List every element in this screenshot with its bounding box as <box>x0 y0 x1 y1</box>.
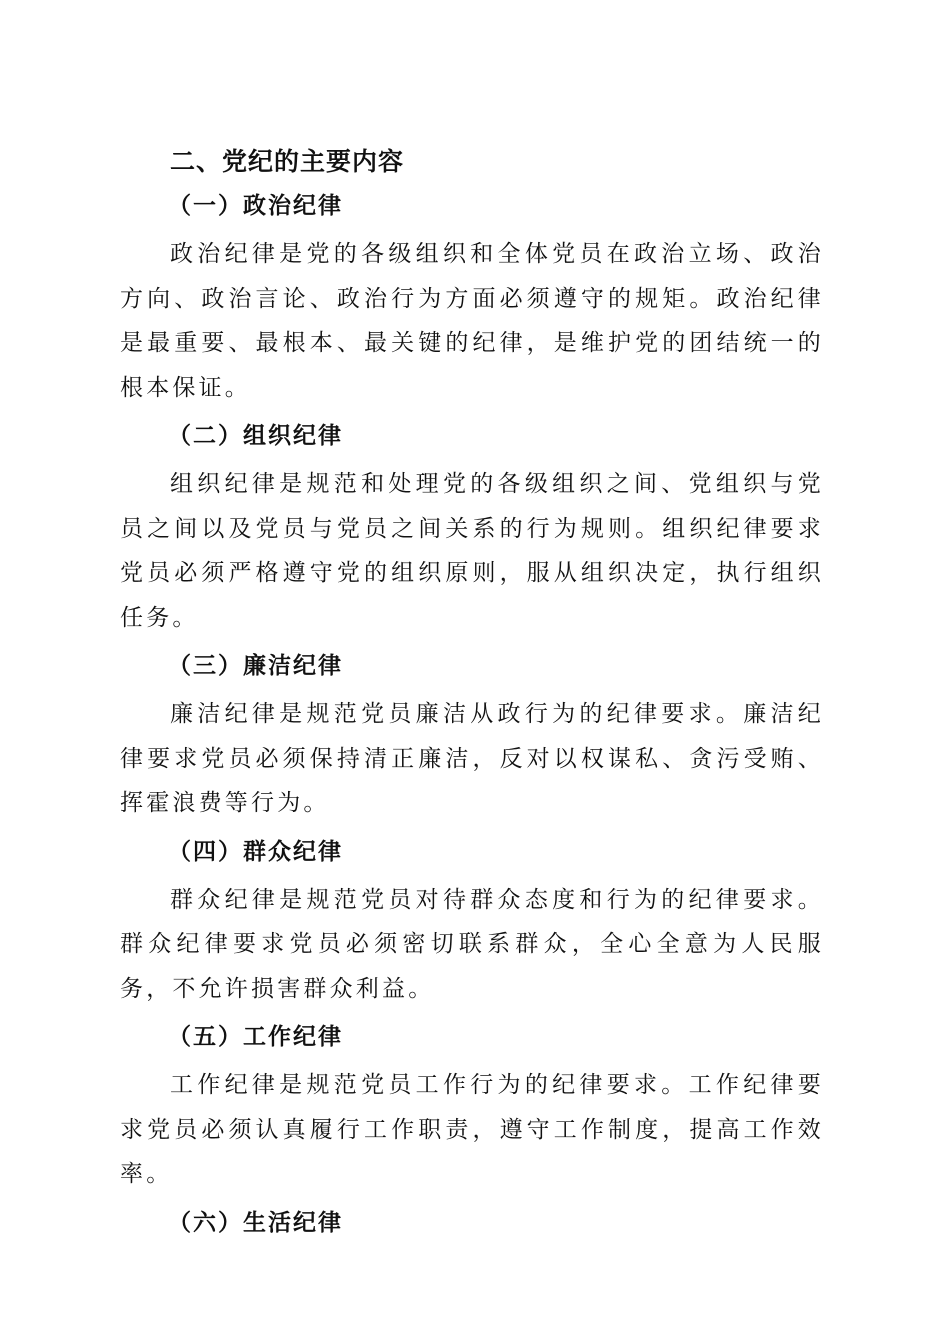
subsection-heading-life: （六）生活纪律 <box>168 1208 343 1236</box>
subsection-heading-political: （一）政治纪律 <box>168 192 343 219</box>
subsection-body-work: 工作纪律是规范党员工作行为的纪律要求。工作纪律要求党员必须认真履行工作职责，遵守工作制度，提高工作效率。 <box>120 1072 824 1187</box>
document-page <box>120 140 824 1249</box>
subsection-body-political: 政治纪律是党的各级组织和全体党员在政治立场、政治方向、政治言论、政治行为方面必须遵守的规矩。政治纪律是最重要、最根本、最关键的纪律，是维护党的团结统一的根本保证。 <box>120 241 824 401</box>
subsection-body-mass: 群众纪律是规范党员对待群众态度和行为的纪律要求。群众纪律要求党员必须密切联系群众，全心全意为人民服务，不允许损害群众利益。 <box>120 886 824 1002</box>
section-title: 二、党纪的主要内容 <box>170 147 405 176</box>
subsection-heading-mass: （四）群众纪律 <box>168 837 343 865</box>
subsection-heading-organizational: （二）组织纪律 <box>168 422 343 449</box>
subsection-body-organizational: 组织纪律是规范和处理党的各级组织之间、党组织与党员之间以及党员与党员之间关系的行为规则。组织纪律要求党员必须严格遵守党的组织原则，服从组织决定，执行组织任务。 <box>120 471 824 631</box>
subsection-body-integrity: 廉洁纪律是规范党员廉洁从政行为的纪律要求。廉洁纪律要求党员必须保持清正廉洁，反对以权谋私、贪污受贿、挥霍浪费等行为。 <box>120 701 824 816</box>
subsection-heading-integrity: （三）廉洁纪律 <box>168 652 343 679</box>
subsection-heading-work: （五）工作纪律 <box>168 1023 343 1050</box>
